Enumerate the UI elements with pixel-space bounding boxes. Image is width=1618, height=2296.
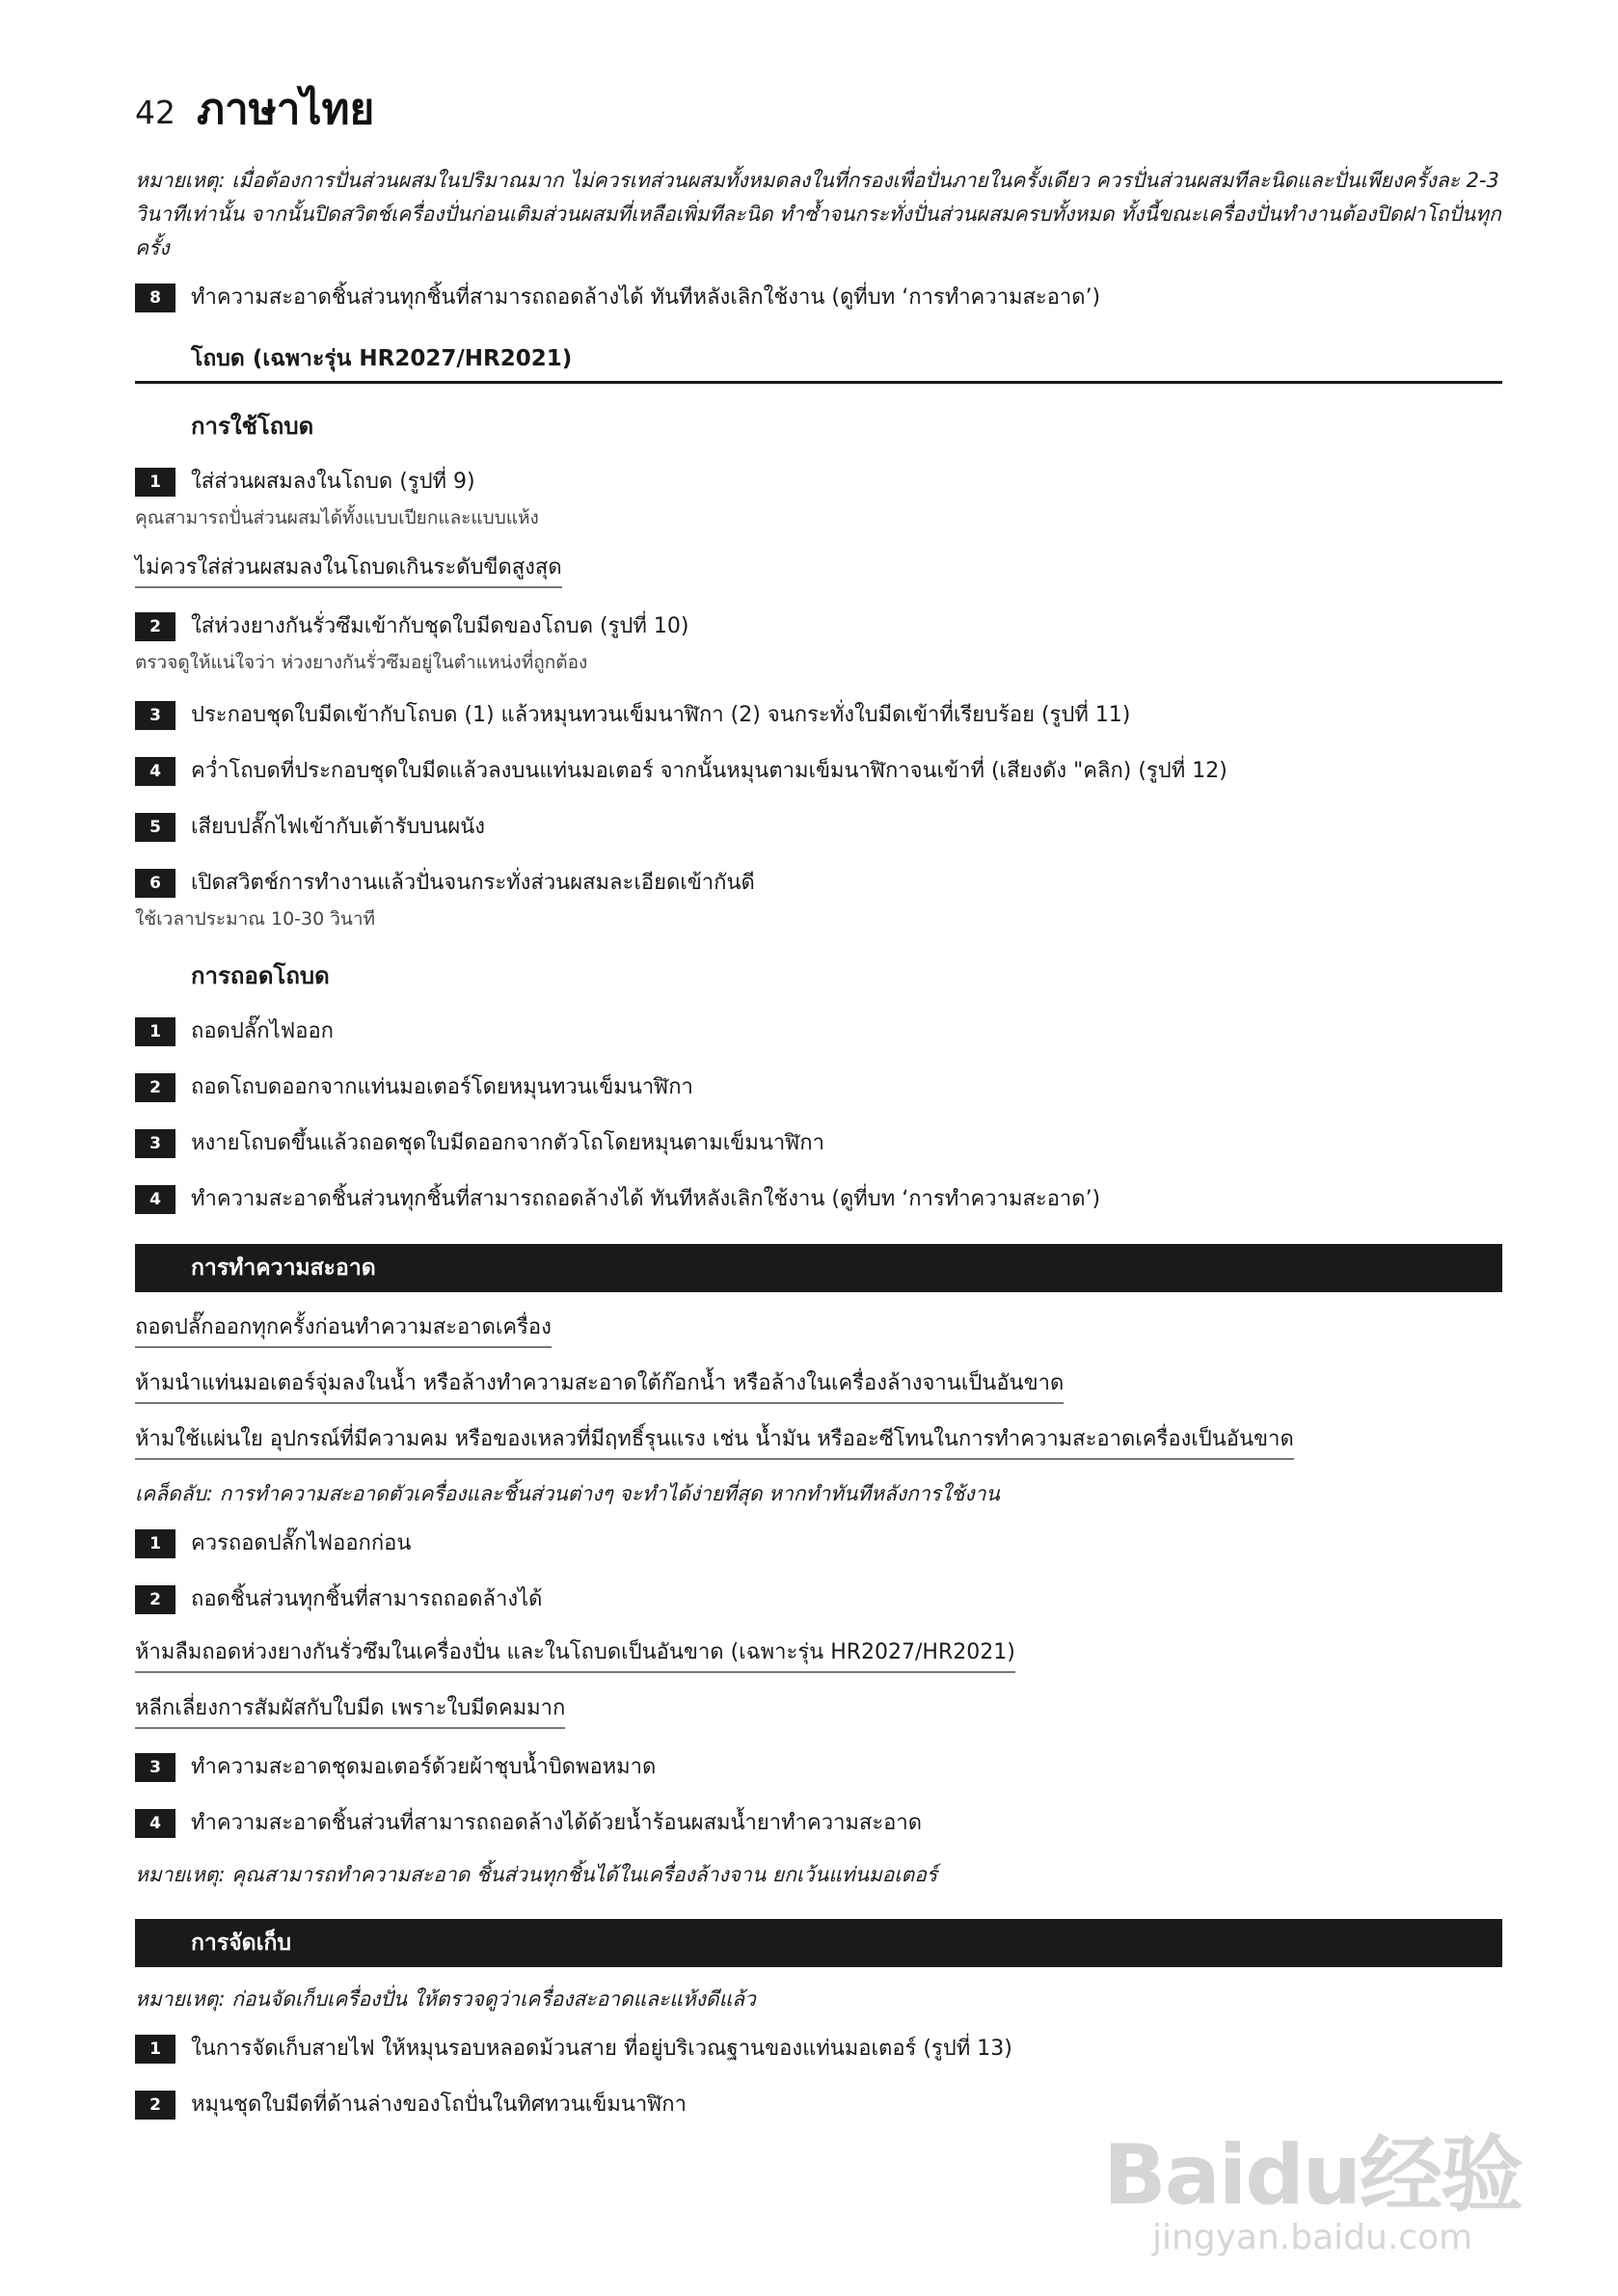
clean-step-1 bbox=[135, 1526, 1502, 1561]
section-bar-storage: การจัดเก็บ bbox=[135, 1919, 1502, 1967]
clean-step-2 bbox=[135, 1582, 1502, 1617]
section-bar-cleaning: การทำความสะอาด bbox=[135, 1244, 1502, 1292]
step-text: คว่ำโถบดที่ประกอบชุดใบมีดแล้วลงบนแท่นมอเตอร์ จากนั้นหมุนตามเข็มนาฬิกาจนเข้าที่ (เสียงดัง "คลิก) (รูปที่ 12) bbox=[191, 759, 1227, 783]
warning-text: ห้ามใช้แผ่นใย อุปกรณ์ที่มีความคม หรือของเหลวที่มีฤทธิ์รุนแรง เช่น น้ำมัน หรืออะซีโทนในการทำความสะอาดเครื่องเป็นอันขาด bbox=[135, 1423, 1294, 1460]
step-number-badge: 6 bbox=[135, 869, 175, 898]
mill-step-5 bbox=[135, 810, 1502, 845]
step-text: ทำความสะอาดชิ้นส่วนทุกชิ้นที่สามารถถอดล้างได้ ทันทีหลังเลิกใช้งาน (ดูที่บท ‘การทำความสะอาด’) bbox=[191, 1187, 1101, 1211]
step-number-badge: 1 bbox=[135, 1529, 175, 1558]
step-text: เปิดสวิตช์การทำงานแล้วปั่นจนกระทั่งส่วนผสมละเอียดเข้ากันดี bbox=[191, 871, 755, 895]
step-text: ทำความสะอาดชิ้นส่วนที่สามารถถอดล้างได้ด้วยน้ำร้อนผสมน้ำยาทำความสะอาด bbox=[191, 1811, 923, 1835]
page-title: ภาษาไทย bbox=[197, 85, 375, 134]
step-text: ถอดชิ้นส่วนทุกชิ้นที่สามารถถอดล้างได้ bbox=[191, 1587, 543, 1611]
mill-step-3 bbox=[135, 698, 1502, 733]
intro-note: หมายเหตุ: เมื่อต้องการปั่นส่วนผสมในปริมาณมาก ไม่ควรเทส่วนผสมทั้งหมดลงในที่กรองเพื่อปั่นภายในครั้งเดียว ควรปั่นส่วนผสมทีละนิดและปั่นเพียงครั้งละ 2-3 วินาทีเท่านั้น จากนั้นปิดสวิตช์เครื่องปั่นก่อนเติมส่วนผสมที่เหลือเพิ่มทีละนิด ทำซ้ำจนกระทั่งปั่นส่วนผสมครบทั้งหมด ทั้งนี้ขณะเครื่องปั่นทำงานต้องปิดฝาโถปั่นทุกครั้ง bbox=[135, 169, 1501, 259]
step-number-badge: 4 bbox=[135, 757, 175, 786]
subheading-use-mill: การใช้โถบด bbox=[191, 413, 314, 440]
subheading-remove-mill: การถอดโถบด bbox=[191, 962, 330, 989]
storage-note: หมายเหตุ: ก่อนจัดเก็บเครื่องปั่น ให้ตรวจดูว่าเครื่องสะอาดและแห้งดีแล้ว bbox=[135, 1987, 756, 2011]
step-8 bbox=[135, 281, 1502, 315]
remove-step-1 bbox=[135, 1014, 1502, 1049]
step-number-badge: 1 bbox=[135, 2035, 175, 2064]
clean-step-3 bbox=[135, 1750, 1502, 1785]
section-title-mill: โถบด (เฉพาะรุ่น HR2027/HR2021) bbox=[135, 342, 1502, 384]
step-text: ถอดปลั๊กไฟออก bbox=[191, 1019, 334, 1043]
step-text: ใส่ห่วงยางกันรั่วซึมเข้ากับชุดใบมีดของโถบด (รูปที่ 10) bbox=[191, 614, 689, 638]
step-text: เสียบปลั๊กไฟเข้ากับเต้ารับบนผนัง bbox=[191, 815, 486, 839]
step-number-badge: 2 bbox=[135, 612, 175, 641]
clean-step-4 bbox=[135, 1806, 1502, 1841]
step-text: ในการจัดเก็บสายไฟ ให้หมุนรอบหลอดม้วนสาย ที่อยู่บริเวณฐานของแท่นมอเตอร์ (รูปที่ 13) bbox=[191, 2037, 1012, 2061]
step-number-badge: 3 bbox=[135, 701, 175, 730]
step-number-badge: 3 bbox=[135, 1753, 175, 1782]
step-text: ใส่ส่วนผสมลงในโถบด (รูปที่ 9) bbox=[191, 470, 475, 494]
step-text: ทำความสะอาดชิ้นส่วนทุกชิ้นที่สามารถถอดล้างได้ ทันทีหลังเลิกใช้งาน (ดูที่บท ‘การทำความสะอาด’) bbox=[191, 285, 1101, 310]
watermark-logo-text: Baidu经验 bbox=[1103, 2127, 1522, 2224]
step-subtext: ใช้เวลาประมาณ 10-30 วินาที bbox=[135, 908, 376, 930]
remove-step-3 bbox=[135, 1126, 1502, 1161]
baidu-watermark-logo bbox=[1103, 2108, 1522, 2257]
page-number: 42 bbox=[135, 94, 175, 131]
remove-step-4 bbox=[135, 1182, 1502, 1217]
step-number-badge: 5 bbox=[135, 813, 175, 842]
step-text: ประกอบชุดใบมีดเข้ากับโถบด (1) แล้วหมุนทวนเข็มนาฬิกา (2) จนกระทั่งใบมีดเข้าที่เรียบร้อย (รูปที่ 11) bbox=[191, 703, 1131, 727]
step-number-badge: 2 bbox=[135, 2091, 175, 2120]
step-text: ถอดโถบดออกจากแท่นมอเตอร์โดยหมุนทวนเข็มนาฬิกา bbox=[191, 1075, 693, 1099]
step-subtext: ตรวจดูให้แน่ใจว่า ห่วงยางกันรั่วซึมอยู่ในตำแหน่งที่ถูกต้อง bbox=[135, 652, 588, 673]
step-text: ทำความสะอาดชุดมอเตอร์ด้วยผ้าชุบน้ำบิดพอหมาด bbox=[191, 1755, 657, 1779]
step-number-badge: 1 bbox=[135, 468, 175, 497]
step-number-badge: 2 bbox=[135, 1585, 175, 1614]
step-text: หงายโถบดขึ้นแล้วถอดชุดใบมีดออกจากตัวโถโดยหมุนตามเข็มนาฬิกา bbox=[191, 1131, 824, 1155]
watermark-url: jingyan.baidu.com bbox=[1151, 2218, 1473, 2257]
page-header bbox=[135, 75, 374, 143]
step-number-badge: 3 bbox=[135, 1129, 175, 1158]
step-text: ควรถอดปลั๊กไฟออกก่อน bbox=[191, 1531, 412, 1555]
cleaning-note: หมายเหตุ: คุณสามารถทำความสะอาด ชิ้นส่วนทุกชิ้นได้ในเครื่องล้างจาน ยกเว้นแท่นมอเตอร์ bbox=[135, 1863, 938, 1886]
step-number-badge: 4 bbox=[135, 1809, 175, 1838]
cleaning-tip: เคล็ดลับ: การทำความสะอาดตัวเครื่องและชิ้นส่วนต่างๆ จะทำได้ง่ายที่สุด หากทำทันทีหลังการใช้งาน bbox=[135, 1482, 1000, 1505]
mill-step-1 bbox=[135, 465, 1502, 500]
mill-step-4 bbox=[135, 754, 1502, 789]
page-content bbox=[135, 164, 1502, 2122]
warning-text: ถอดปลั๊กออกทุกครั้งก่อนทำความสะอาดเครื่อง bbox=[135, 1311, 552, 1348]
step-number-badge: 8 bbox=[135, 284, 175, 312]
remove-step-2 bbox=[135, 1070, 1502, 1105]
warning-text: ห้ามนำแท่นมอเตอร์จุ่มลงในน้ำ หรือล้างทำความสะอาดใต้ก๊อกน้ำ หรือล้างในเครื่องล้างจานเป็นอันขาด bbox=[135, 1367, 1064, 1404]
warning-text: หลีกเลี่ยงการสัมผัสกับใบมีด เพราะใบมีดคมมาก bbox=[135, 1692, 565, 1729]
step-number-badge: 4 bbox=[135, 1185, 175, 1214]
step-number-badge: 1 bbox=[135, 1017, 175, 1046]
warning-text: ห้ามลืมถอดห่วงยางกันรั่วซึมในเครื่องปั่น และในโถบดเป็นอันขาด (เฉพาะรุ่น HR2027/HR2021) bbox=[135, 1636, 1015, 1673]
warning-text: ไม่ควรใส่ส่วนผสมลงในโถบดเกินระดับขีดสูงสุด bbox=[135, 552, 562, 588]
storage-step-1 bbox=[135, 2032, 1502, 2066]
step-text: หมุนชุดใบมีดที่ด้านล่างของโถปั่นในทิศทวนเข็มนาฬิกา bbox=[191, 2093, 687, 2117]
mill-step-2 bbox=[135, 609, 1502, 644]
mill-step-6 bbox=[135, 866, 1502, 901]
step-subtext: คุณสามารถปั่นส่วนผสมได้ทั้งแบบเปียกและแบบแห้ง bbox=[135, 507, 539, 528]
step-number-badge: 2 bbox=[135, 1073, 175, 1102]
